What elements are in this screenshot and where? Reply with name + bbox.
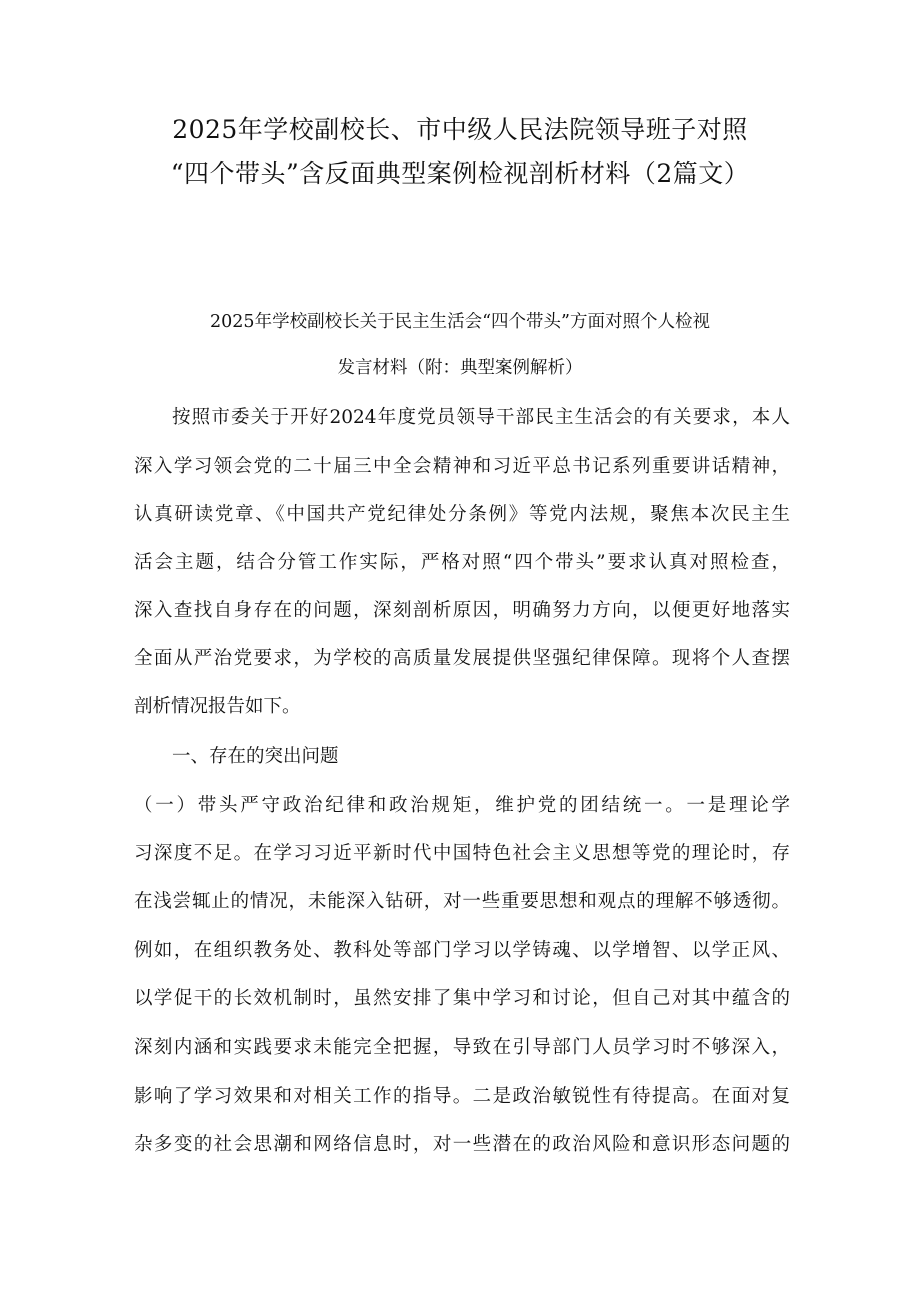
document-title-line-2: “四个带头”含反面典型案例检视剖析材料（2篇文） [170, 159, 750, 188]
section-title-line-1: 2025年学校副校长关于民主生活会“四个带头”方面对照个人检视 [210, 312, 710, 332]
paragraph-1-line-1: 按照市委关于开好2024年度党员领导干部民主生活会的有关要求，本人 [172, 407, 790, 428]
paragraph-1-line-4: 活会主题，结合分管工作实际，严格对照“四个带头”要求认真对照检查， [134, 552, 790, 573]
paragraph-2-line-8: 杂多变的社会思潮和网络信息时，对一些潜在的政治风险和意识形态问题的 [134, 1134, 790, 1155]
section-title-line-2: 发言材料（附：典型案例解析） [337, 358, 583, 378]
section-heading: 一、存在的突出问题 [172, 746, 339, 767]
paragraph-2-line-1: （一）带头严守政治纪律和政治规矩，维护党的团结统一。一是理论学 [134, 795, 790, 816]
paragraph-2-line-6: 深刻内涵和实践要求未能完全把握，导致在引导部门人员学习时不够深入， [134, 1037, 790, 1058]
paragraph-1-line-2: 深入学习领会党的二十届三中全会精神和习近平总书记系列重要讲话精神， [134, 456, 790, 477]
paragraph-2-line-7: 影响了学习效果和对相关工作的指导。二是政治敏锐性有待提高。在面对复 [134, 1086, 790, 1107]
document-title-line-1: 2025年学校副校长、市中级人民法院领导班子对照 [172, 115, 748, 144]
paragraph-1-line-5: 深入查找自身存在的问题，深刻剖析原因，明确努力方向，以便更好地落实 [134, 600, 790, 621]
paragraph-1-line-3: 认真研读党章、《中国共产党纪律处分条例》等党内法规，聚焦本次民主生 [134, 504, 790, 525]
paragraph-2-line-3: 在浅尝辄止的情况，未能深入钻研，对一些重要思想和观点的理解不够透彻。 [134, 891, 790, 912]
paragraph-1-line-6: 全面从严治党要求，为学校的高质量发展提供坚强纪律保障。现将个人查摆 [134, 648, 790, 669]
paragraph-2-line-4: 例如，在组织教务处、教科处等部门学习以学铸魂、以学增智、以学正风、 [134, 940, 790, 961]
paragraph-2-line-5: 以学促干的长效机制时，虽然安排了集中学习和讨论，但自己对其中蕴含的 [134, 988, 790, 1009]
paragraph-1-line-7: 剖析情况报告如下。 [134, 696, 301, 717]
paragraph-2-line-2: 习深度不足。在学习习近平新时代中国特色社会主义思想等党的理论时，存 [134, 843, 790, 864]
